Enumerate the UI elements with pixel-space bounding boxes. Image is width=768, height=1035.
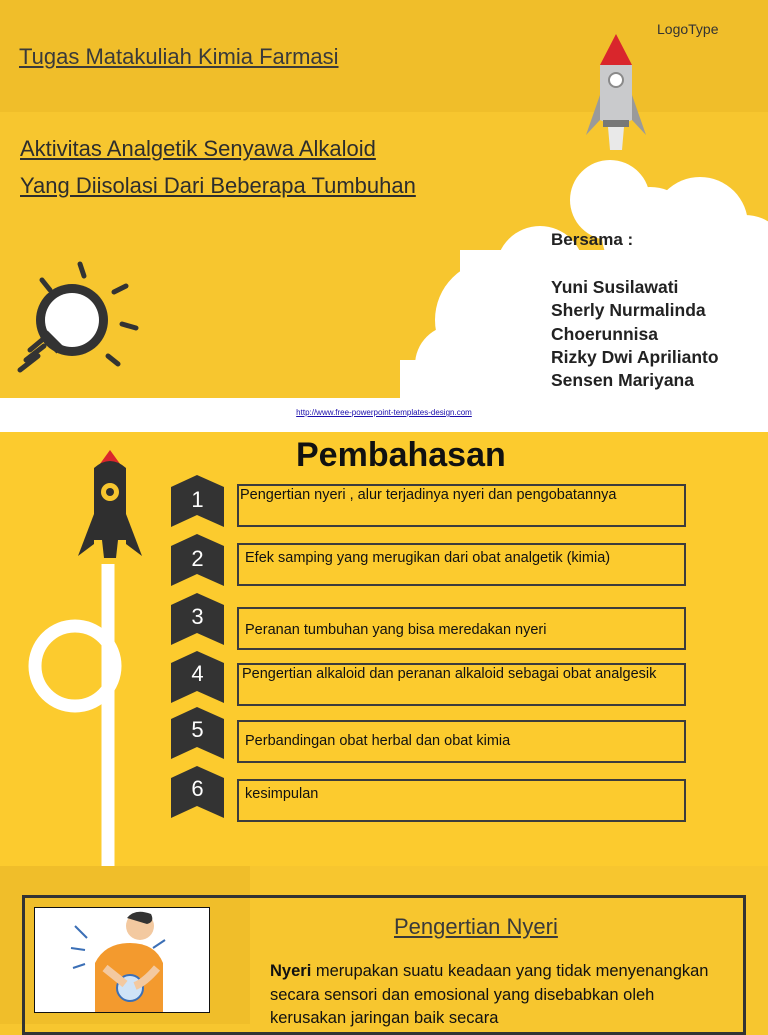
definition-heading: Pengertian Nyeri [394,914,558,939]
badge-number: 2 [191,546,204,571]
definition-text: merupakan suatu keadaan yang tidak menyenangkan secara sensori dan emosional yang disebabkan oleh kerusakan jaringan baik secara [270,962,709,1027]
term-bold: Nyeri [270,962,312,980]
bersama-label: Bersama : [551,230,634,249]
topic-text-3: Peranan tumbuhan yang bisa meredakan nyeri [245,622,547,638]
author-name: Yuni Susilawati [551,277,679,297]
badge-number: 5 [191,717,204,742]
rocket-icon [78,450,142,558]
logotype: LogoType [657,21,719,37]
badge-number: 3 [191,604,204,629]
title-slide [0,0,768,398]
image-frame [34,907,210,1013]
subtitle-line-2: Yang Diisolasi Dari Beberapa Tumbuhan [20,173,416,198]
author-name: Choerunnisa [551,323,658,344]
author-list [551,276,719,392]
footer-strip [0,398,768,432]
author-name: Sensen Mariyana [551,370,694,391]
rocket-trail-graphic [20,444,150,866]
stomach-pain-illustration [35,908,209,1012]
author-name: Rizky Dwi Aprilianto [551,346,719,367]
footer-url-link[interactable]: http://www.free-powerpoint-templates-design.com [296,408,472,417]
rocket-icon [586,34,646,150]
topic-text-2: Efek samping yang merugikan dari obat analgetik (kimia) [245,550,611,566]
badge-number: 6 [191,776,204,801]
badge-number: 1 [191,487,204,512]
author-name: Sherly Nurmalinda [551,300,706,321]
topic-text-1: Pengertian nyeri , alur terjadinya nyeri dan pengobatannya [240,487,617,503]
course-title: Tugas Matakuliah Kimia Farmasi [19,44,339,69]
topic-text-5: Perbandingan obat herbal dan obat kimia [245,733,511,749]
badge-number: 4 [191,661,204,686]
topic-text-6: kesimpulan [245,786,319,802]
agenda-heading: Pembahasan [296,436,506,474]
topic-text-4: Pengertian alkaloid dan peranan alkaloid sebagai obat analgesik [242,666,657,682]
lightbulb-icon [8,258,148,383]
definition-body [270,960,730,1031]
subtitle-line-1: Aktivitas Analgetik Senyawa Alkaloid [20,136,376,161]
